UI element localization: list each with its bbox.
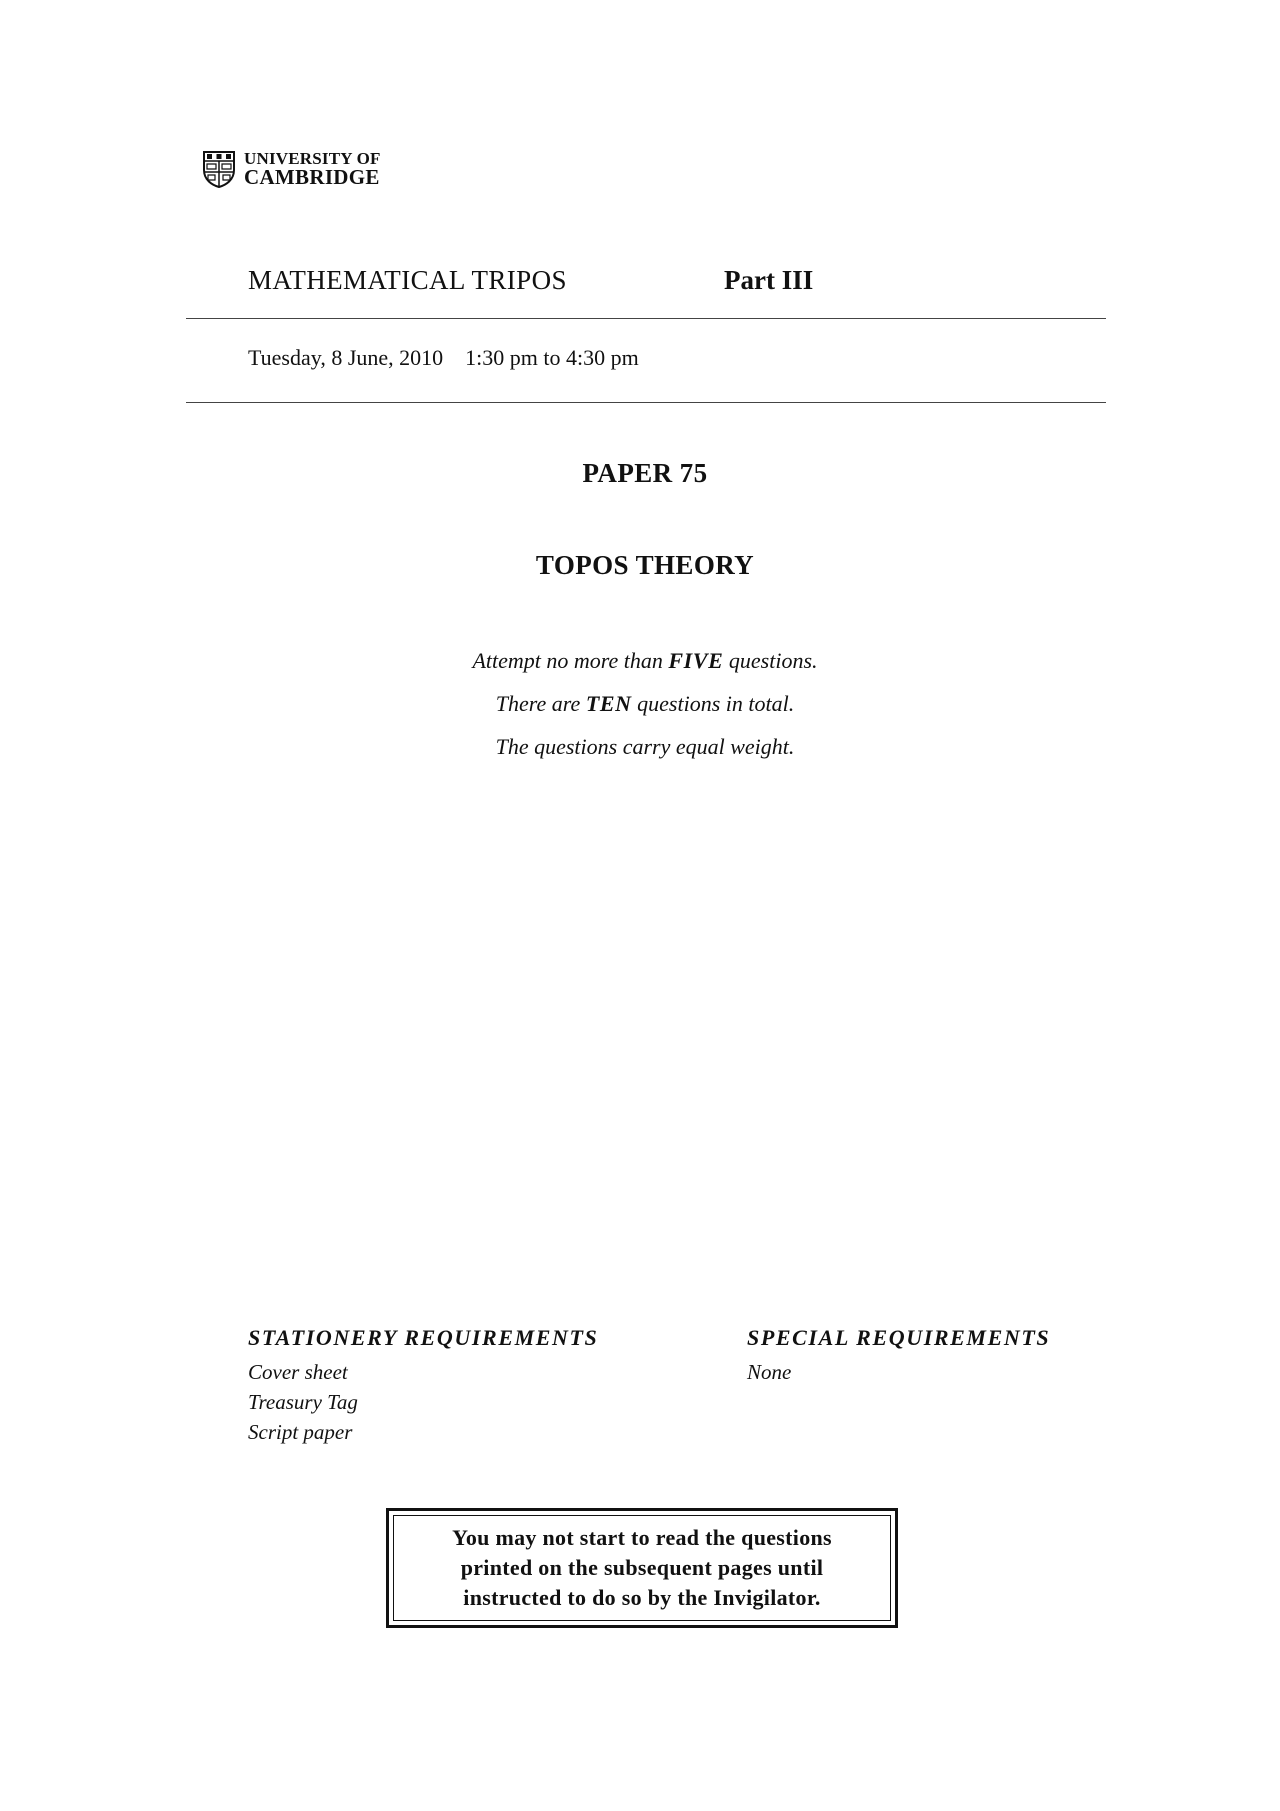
special-heading: SPECIAL REQUIREMENTS bbox=[747, 1325, 1051, 1350]
university-logo bbox=[202, 150, 381, 188]
exam-date: Tuesday, 8 June, 2010 bbox=[248, 345, 444, 370]
exam-datetime bbox=[248, 345, 639, 371]
logo-wordmark bbox=[244, 150, 381, 188]
exam-time: 1:30 pm to 4:30 pm bbox=[465, 345, 639, 370]
logo-line-2: CAMBRIDGE bbox=[244, 165, 380, 189]
exam-part: Part III bbox=[724, 265, 814, 295]
header-rule-bottom bbox=[186, 402, 1106, 403]
stationery-item: Script paper bbox=[248, 1420, 353, 1444]
instruction-2-pre: There are bbox=[495, 691, 586, 716]
exam-title: MATHEMATICAL TRIPOS bbox=[248, 265, 567, 295]
crest-icon bbox=[202, 150, 236, 188]
instruction-1-bold: FIVE bbox=[668, 648, 724, 673]
paper-number: PAPER 75 bbox=[582, 458, 708, 488]
special-item: None bbox=[747, 1360, 792, 1384]
instruction-2-post: questions in total. bbox=[631, 691, 795, 716]
notice-line-3: instructed to do so by the Invigilator. bbox=[463, 1585, 821, 1610]
instruction-1-post: questions. bbox=[723, 648, 818, 673]
invigilator-notice bbox=[393, 1515, 891, 1621]
notice-line-1: You may not start to read the questions bbox=[452, 1525, 832, 1550]
stationery-requirements bbox=[248, 1325, 598, 1447]
special-requirements bbox=[747, 1325, 1050, 1387]
invigilator-notice-box bbox=[386, 1508, 898, 1628]
stationery-heading: STATIONERY REQUIREMENTS bbox=[248, 1325, 599, 1350]
stationery-item: Cover sheet bbox=[248, 1360, 348, 1384]
instruction-2-bold: TEN bbox=[585, 691, 632, 716]
logo-line-1: UNIVERSITY OF bbox=[244, 149, 381, 168]
instruction-line-1 bbox=[0, 648, 1280, 674]
instruction-line-3: The questions carry equal weight. bbox=[495, 734, 795, 759]
header-rule-top bbox=[186, 318, 1106, 319]
instruction-1-pre: Attempt no more than bbox=[472, 648, 669, 673]
stationery-item: Treasury Tag bbox=[248, 1390, 358, 1414]
instruction-line-2 bbox=[0, 691, 1280, 717]
paper-subject: TOPOS THEORY bbox=[535, 550, 755, 580]
notice-line-2: printed on the subsequent pages until bbox=[460, 1555, 824, 1580]
